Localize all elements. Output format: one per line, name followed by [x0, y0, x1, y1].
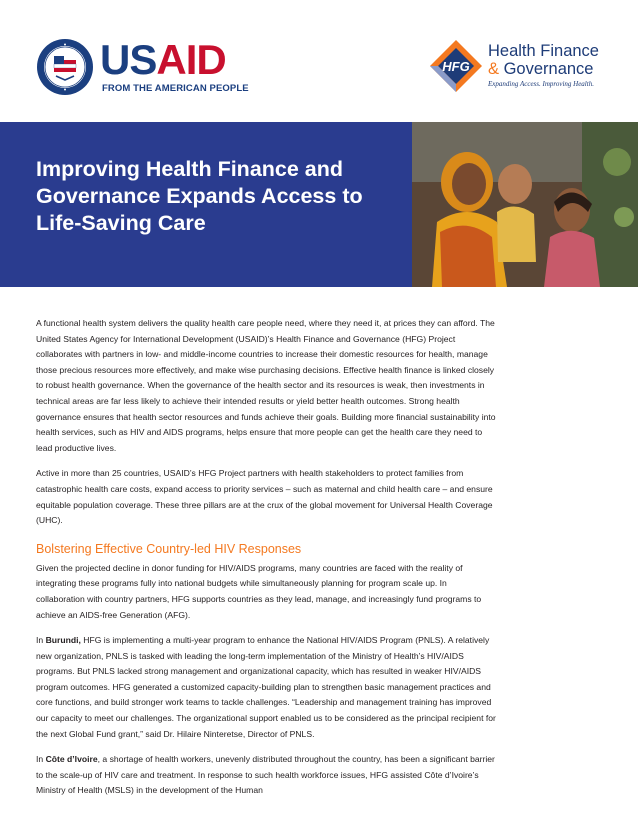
hero-banner — [0, 122, 638, 287]
burundi-country: Burundi, — [45, 635, 81, 646]
usaid-wordmark — [100, 36, 226, 84]
hfg-ampersand: & — [488, 60, 500, 78]
cote-prefix: In — [36, 754, 46, 765]
hero-photo-illustration — [412, 122, 638, 287]
hfg-name-line1: Health Finance — [488, 42, 599, 60]
usaid-wordmark-aid: AID — [156, 36, 226, 83]
hfg-name-governance: Governance — [499, 60, 594, 78]
section-heading: Bolstering Effective Country-led HIV Responses — [36, 541, 302, 556]
intro-paragraph-2: Active in more than 25 countries, USAID’s HFG Project partners with health stakeholders to protect families from catastrophic health care costs, expand access to priority services – such as maternal and child health care – and ensure equitable population coverage. These three pillars are at the crux of the global movement for Universal Health Coverage (UHC). — [36, 468, 493, 526]
intro-paragraph-1: A functional health system delivers the quality health care people need, where they need it, at prices they can afford. The United States Agency for International Development (USAID)’s Health Finance and Governance (HFG) Project collaborates with partners in low- and middle-income countries to increase their domestic resources for health, manage those precious resources more effectively, and make wise purchasing decisions. Effective health finance is linked closely to robust health governance. When the governance of the health sector and its resources is weak, then investments in technical areas are far less likely to achieve their intended results or yield better health outcomes. Strong health governance ensures that health sector resources and funds achieve their goals. Building more financial sustainability into health services, such as HIV and AIDS programs, helps ensure that more people can get the health care they need to lead productive lives. — [36, 318, 496, 453]
usaid-logo — [36, 38, 258, 98]
hfg-name-line2 — [488, 60, 594, 79]
article-body — [36, 316, 496, 809]
burundi-text: HFG is implementing a multi-year program to enhance the National HIV/AIDS Program (PNLS). A relatively new organization, PNLS is tasked with leading the long-term implementation of the Ministry of Health’s HIV/AIDS programs. But PNLS lacked strong management and organizational capacity, which has resulted in weaker HIV/AIDS program outcomes. HFG generated a customized capacity-building plan to strengthen basic management practices and core functions, and build stronger work teams to tackle challenges. “Leadership and management training has improved our capacity to meet our challenges. The organizational support enabled us to be considered as the principal recipient for the next Global Fund grant,” said Dr. Hilaire Ninteretse, Director of PNLS. — [36, 635, 496, 739]
cote-country: Côte d’Ivoire — [45, 754, 98, 765]
burundi-paragraph — [36, 633, 496, 742]
page-title: Improving Health Finance and Governance Expands Access to Life-Saving Care — [36, 157, 363, 235]
hfg-abbrev: HFG — [442, 59, 470, 74]
hero-title-band — [0, 122, 412, 287]
hfg-tagline: Expanding Access. Improving Health. — [488, 80, 594, 88]
usaid-seal-icon — [36, 38, 94, 96]
burundi-prefix: In — [36, 635, 46, 646]
hfg-diamond-icon — [428, 38, 484, 94]
usaid-tagline: FROM THE AMERICAN PEOPLE — [102, 83, 249, 94]
hfg-logo — [428, 38, 618, 98]
section-paragraph-1: Given the projected decline in donor funding for HIV/AIDS programs, many countries are faced with the reality of integrating these programs fully into national budgets while simultaneously planning for program scale up. In collaboration with country partners, HFG supports countries as they lead, manage, and increasingly fund programs to achieve an AIDS-free Generation (AFG). — [36, 562, 482, 620]
usaid-wordmark-us: US — [100, 36, 157, 83]
hero-photo — [412, 122, 638, 287]
cote-divoire-paragraph — [36, 752, 496, 799]
cote-text: , a shortage of health workers, unevenly distributed throughout the country, has been a significant barrier to the scale-up of HIV care and treatment. In response to such health workforce issues, HFG assisted Côte d’Ivoire’s Ministry of Health (MSLS) in the development of the Human — [36, 754, 495, 796]
